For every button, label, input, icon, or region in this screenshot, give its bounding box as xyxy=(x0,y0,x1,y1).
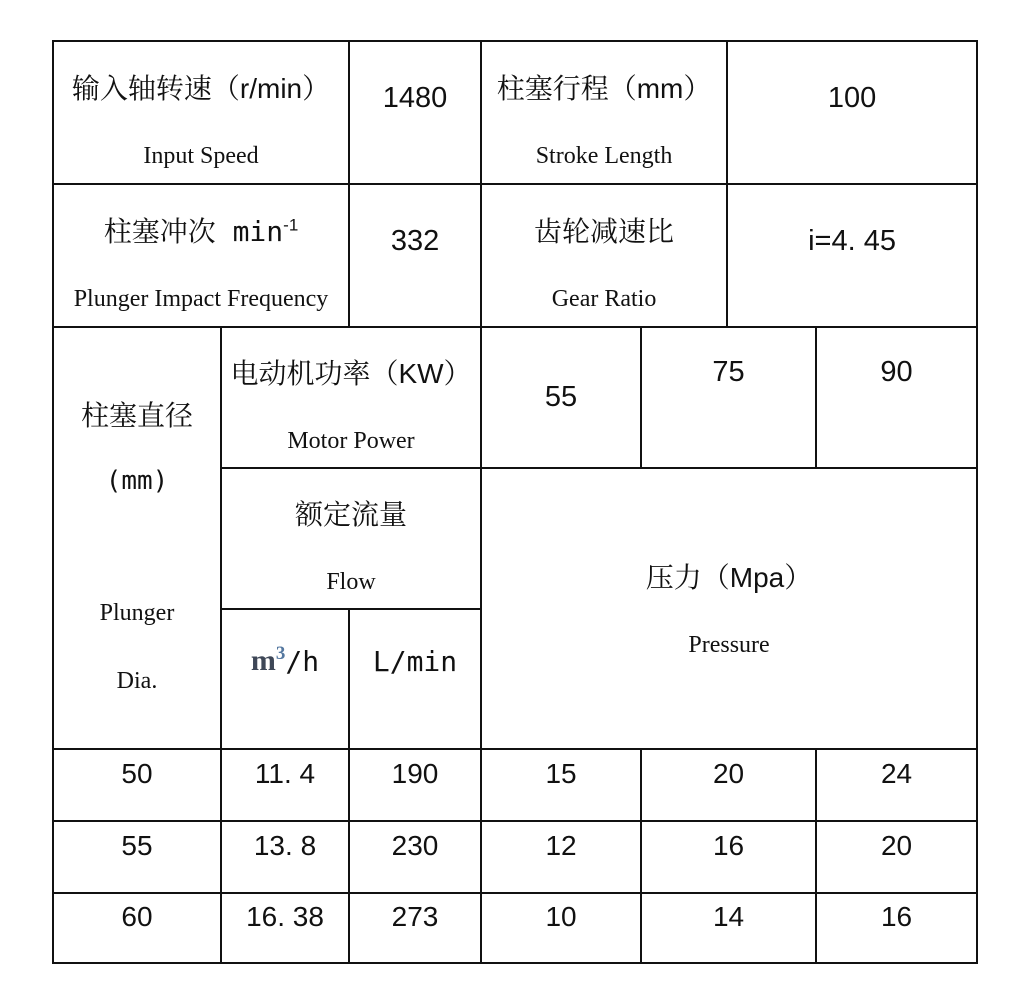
pressure-55-value: 15 xyxy=(545,758,577,789)
pressure-90-value: 24 xyxy=(880,758,913,789)
input-speed-label-cell xyxy=(53,41,349,184)
flow-label-zh: 额定流量 xyxy=(295,498,408,530)
row-motor-power xyxy=(53,327,977,468)
plunger-dia-label-en1: Plunger xyxy=(99,600,175,626)
gear-ratio-label-zh: 齿轮减速比 xyxy=(534,215,675,247)
pressure-label-en: Pressure xyxy=(688,631,770,658)
motor-power-value-75: 75 xyxy=(712,356,745,388)
pressure-90-value-cell xyxy=(816,893,977,963)
gear-ratio-value: i=4. 45 xyxy=(808,225,896,257)
pressure-90-value-cell xyxy=(816,821,977,893)
row-input-speed xyxy=(53,41,977,184)
pressure-75-value-cell xyxy=(641,821,816,893)
gear-ratio-label-en: Gear Ratio xyxy=(551,285,657,312)
stroke-length-label-cell xyxy=(481,41,727,184)
input-speed-label-en: Input Speed xyxy=(143,142,259,169)
stroke-length-value-cell xyxy=(727,41,977,184)
flow-lmin-value-cell xyxy=(349,749,481,821)
impact-frequency-label-zh: 柱塞冲次 $\min^{-1}$ xyxy=(103,214,299,248)
flow-m3h-value: 16. 38 xyxy=(246,901,324,932)
motor-power-value-55-cell xyxy=(481,327,641,468)
flow-unit-m3h-cell: $m^3$ /h xyxy=(221,609,349,749)
plunger-dia-label-zh: 柱塞直径 xyxy=(80,400,193,431)
flow-m3h-value: 13. 8 xyxy=(253,830,317,861)
dia-value-cell xyxy=(53,893,221,963)
pressure-55-value-cell xyxy=(481,821,641,893)
flow-label-cell xyxy=(221,468,481,609)
pressure-75-value: 14 xyxy=(712,901,745,932)
flow-m3h-value: 11. 4 xyxy=(254,758,316,789)
flow-lmin-value: 273 xyxy=(391,901,439,932)
pressure-label-zh: 压力（Mpa） xyxy=(645,561,813,593)
data-row-50 xyxy=(53,749,977,821)
flow-lmin-value: 190 xyxy=(391,758,439,789)
motor-power-label-zh: 电动机功率（KW） xyxy=(230,357,472,389)
flow-lmin-value-cell xyxy=(349,893,481,963)
flow-m3h-value-cell xyxy=(221,749,349,821)
dia-value: 55 xyxy=(121,830,153,861)
dia-value-cell xyxy=(53,821,221,893)
flow-unit-lmin-cell xyxy=(349,609,481,749)
motor-power-label-cell xyxy=(221,327,481,468)
flow-lmin-value: 230 xyxy=(391,830,439,861)
data-row-55 xyxy=(53,821,977,893)
lmin-unit: L/min xyxy=(372,644,458,678)
pressure-90-value-cell xyxy=(816,749,977,821)
row-impact-frequency xyxy=(53,184,977,327)
pressure-75-value: 20 xyxy=(712,758,745,789)
plunger-dia-unit: (mm) xyxy=(105,466,169,496)
gear-ratio-label-cell xyxy=(481,184,727,327)
plunger-dia-label-en2: Dia. xyxy=(116,668,158,694)
input-speed-value-cell xyxy=(349,41,481,184)
pressure-75-value: 16 xyxy=(712,830,745,861)
impact-frequency-value: 332 xyxy=(390,225,440,257)
pressure-90-value: 20 xyxy=(880,830,913,861)
flow-lmin-value-cell xyxy=(349,821,481,893)
impact-frequency-label-en: Plunger Impact Frequency xyxy=(73,285,329,312)
stroke-length-value: 100 xyxy=(827,82,877,114)
dia-value: 50 xyxy=(121,758,153,789)
m3h-unit: $m^3$ xyxy=(250,643,286,677)
pressure-55-value-cell xyxy=(481,893,641,963)
motor-power-value-55: 55 xyxy=(544,381,578,413)
input-speed-value: 1480 xyxy=(382,82,448,114)
motor-power-value-75-cell xyxy=(641,327,816,468)
flow-label-en: Flow xyxy=(326,568,376,595)
pressure-75-value-cell xyxy=(641,893,816,963)
impact-frequency-value-cell xyxy=(349,184,481,327)
dia-value-cell xyxy=(53,749,221,821)
impact-frequency-label-cell xyxy=(53,184,349,327)
pressure-header-cell xyxy=(481,468,977,749)
gear-ratio-value-cell xyxy=(727,184,977,327)
pressure-75-value-cell xyxy=(641,749,816,821)
pump-spec-table xyxy=(52,40,978,964)
impact-frequency-superscript: -1 xyxy=(283,215,299,235)
stroke-length-label-zh: 柱塞行程（mm） xyxy=(496,72,712,104)
motor-power-value-90: 90 xyxy=(880,356,913,388)
motor-power-value-90-cell xyxy=(816,327,977,468)
flow-m3h-value-cell xyxy=(221,821,349,893)
plunger-dia-header-cell xyxy=(53,327,221,749)
pressure-90-value: 16 xyxy=(880,901,913,932)
flow-m3h-value-cell xyxy=(221,893,349,963)
stroke-length-label-en: Stroke Length xyxy=(535,142,673,169)
pressure-55-value-cell xyxy=(481,749,641,821)
motor-power-label-en: Motor Power xyxy=(287,427,415,454)
data-row-60 xyxy=(53,893,977,963)
pressure-55-value: 12 xyxy=(545,830,577,861)
input-speed-label-zh: 输入轴转速（r/min） xyxy=(71,72,331,104)
dia-value: 60 xyxy=(121,901,153,932)
pressure-55-value: 10 xyxy=(545,901,577,932)
